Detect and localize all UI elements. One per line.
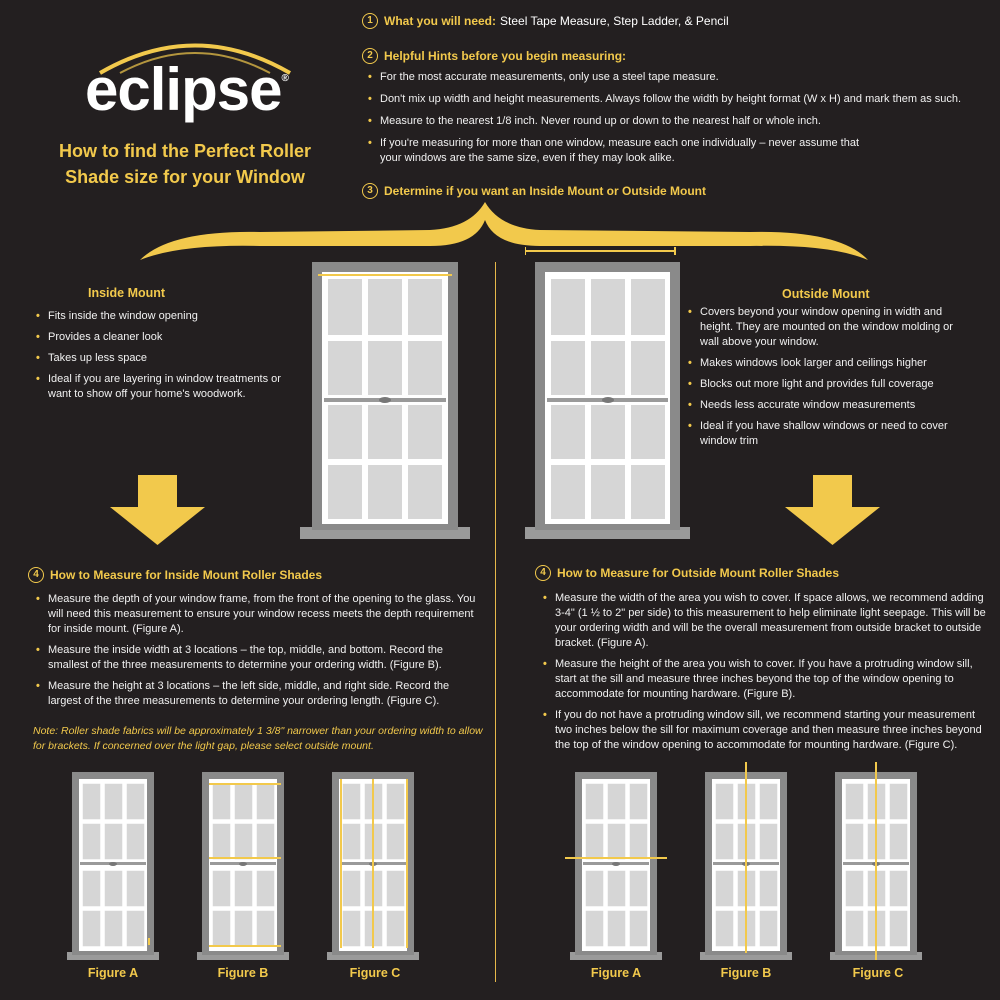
step-1: 1 What you will need: Steel Tape Measure, Step Ladder, & Pencil <box>362 13 729 29</box>
inside-mount-title: Inside Mount <box>88 286 166 300</box>
list-item: • Makes windows look larger and ceilings higher <box>688 356 963 371</box>
list-item: • Blocks out more light and provides full coverage <box>688 377 963 392</box>
arrow-down-icon <box>785 475 880 545</box>
inside-measure-list <box>36 592 476 715</box>
list-item: • Measure the height of the area you wish to cover. If you have a protruding window sill, start at the sill and measure three inches beyond the top of the window opening to accommodate for mounting hardware. (Figure B). <box>543 657 993 702</box>
list-item: • Ideal if you have shallow windows or need to cover window trim <box>688 419 963 449</box>
list-item: • Measure the width of the area you wish to cover. If space allows, we recommend adding 3-4" (1 ½ to 2" per side) to this measurement to help eliminate light seepage. This will be your ordering width and will be the overall measurement from outside bracket to outside bracket. (Figure A). <box>543 591 993 651</box>
brace-graphic <box>140 200 870 270</box>
outside-mount-window-illustration <box>525 245 695 542</box>
outside-measure-heading: 4 How to Measure for Outside Mount Roller Shades <box>535 565 839 581</box>
inside-measure-heading: 4 How to Measure for Inside Mount Roller Shades <box>28 567 322 583</box>
figure-a-label: Figure A <box>590 966 642 980</box>
list-item: • Covers beyond your window opening in width and height. They are mounted on the window molding or wall above your window. <box>688 305 963 350</box>
figure-c-label: Figure C <box>852 966 904 980</box>
arrow-down-icon <box>110 475 205 545</box>
figure-b-label: Figure B <box>720 966 772 980</box>
list-item: • If you do not have a protruding window sill, we recommend starting your measurement two inches below the sill for maximum coverage and then measure three inches beyond the top of the window opening to accommodate for mounting hardware. (Figure C). <box>543 708 993 753</box>
outside-mount-title: Outside Mount <box>782 287 870 301</box>
step-3-heading: 3 Determine if you want an Inside Mount or Outside Mount <box>362 183 706 199</box>
list-item: • Fits inside the window opening <box>36 309 286 324</box>
inside-mount-list <box>36 309 286 408</box>
list-item: • Measure to the nearest 1/8 inch. Never round up or down to the nearest half or whole inch. <box>368 114 988 129</box>
outside-measure-list <box>543 591 993 759</box>
list-item: • Provides a cleaner look <box>36 330 286 345</box>
list-item: • Measure the inside width at 3 locations – the top, middle, and bottom. Record the smallest of the three measurements to determine your ordering width. (Figure B). <box>36 643 476 673</box>
helpful-hints-list <box>368 70 988 172</box>
list-item: • Needs less accurate window measurements <box>688 398 963 413</box>
list-item: • If you're measuring for more than one window, measure each one individually – never assume that your windows are the same size, even if they may look alike. <box>368 136 870 166</box>
list-item: • Don't mix up width and height measurements. Always follow the width by height format (W x H) and mark them as such. <box>368 92 988 107</box>
figure-c-label: Figure C <box>349 966 401 980</box>
tagline: How to find the Perfect Roller Shade size for your Window <box>58 141 312 187</box>
list-item: • Takes up less space <box>36 351 286 366</box>
inside-mount-window-illustration <box>300 262 470 542</box>
step-2-heading: 2 Helpful Hints before you begin measuring: <box>362 48 626 64</box>
figure-b-label: Figure B <box>217 966 269 980</box>
list-item: • Ideal if you are layering in window treatments or want to show off your home's woodwork. <box>36 372 286 402</box>
list-item: • Measure the depth of your window frame, from the front of the opening to the glass. You will need this measurement to ensure your window recess meets the depth requirement for inside mount. (Figure A). <box>36 592 476 637</box>
list-item: • For the most accurate measurements, only use a steel tape measure. <box>368 70 988 85</box>
brand-logo: eclipse® <box>85 56 288 123</box>
outside-mount-list <box>688 305 963 455</box>
figure-a-label: Figure A <box>87 966 139 980</box>
list-item: • Measure the height at 3 locations – the left side, middle, and right side. Record the largest of the three measurements to determine your ordering length. (Figure C). <box>36 679 476 709</box>
figures-illustrations <box>0 760 1000 960</box>
inside-measure-note: Note: Roller shade fabrics will be approximately 1 3/8" narrower than your ordering width to allow for brackets. If concerned over the light gap, please select outside mount. <box>33 725 483 752</box>
